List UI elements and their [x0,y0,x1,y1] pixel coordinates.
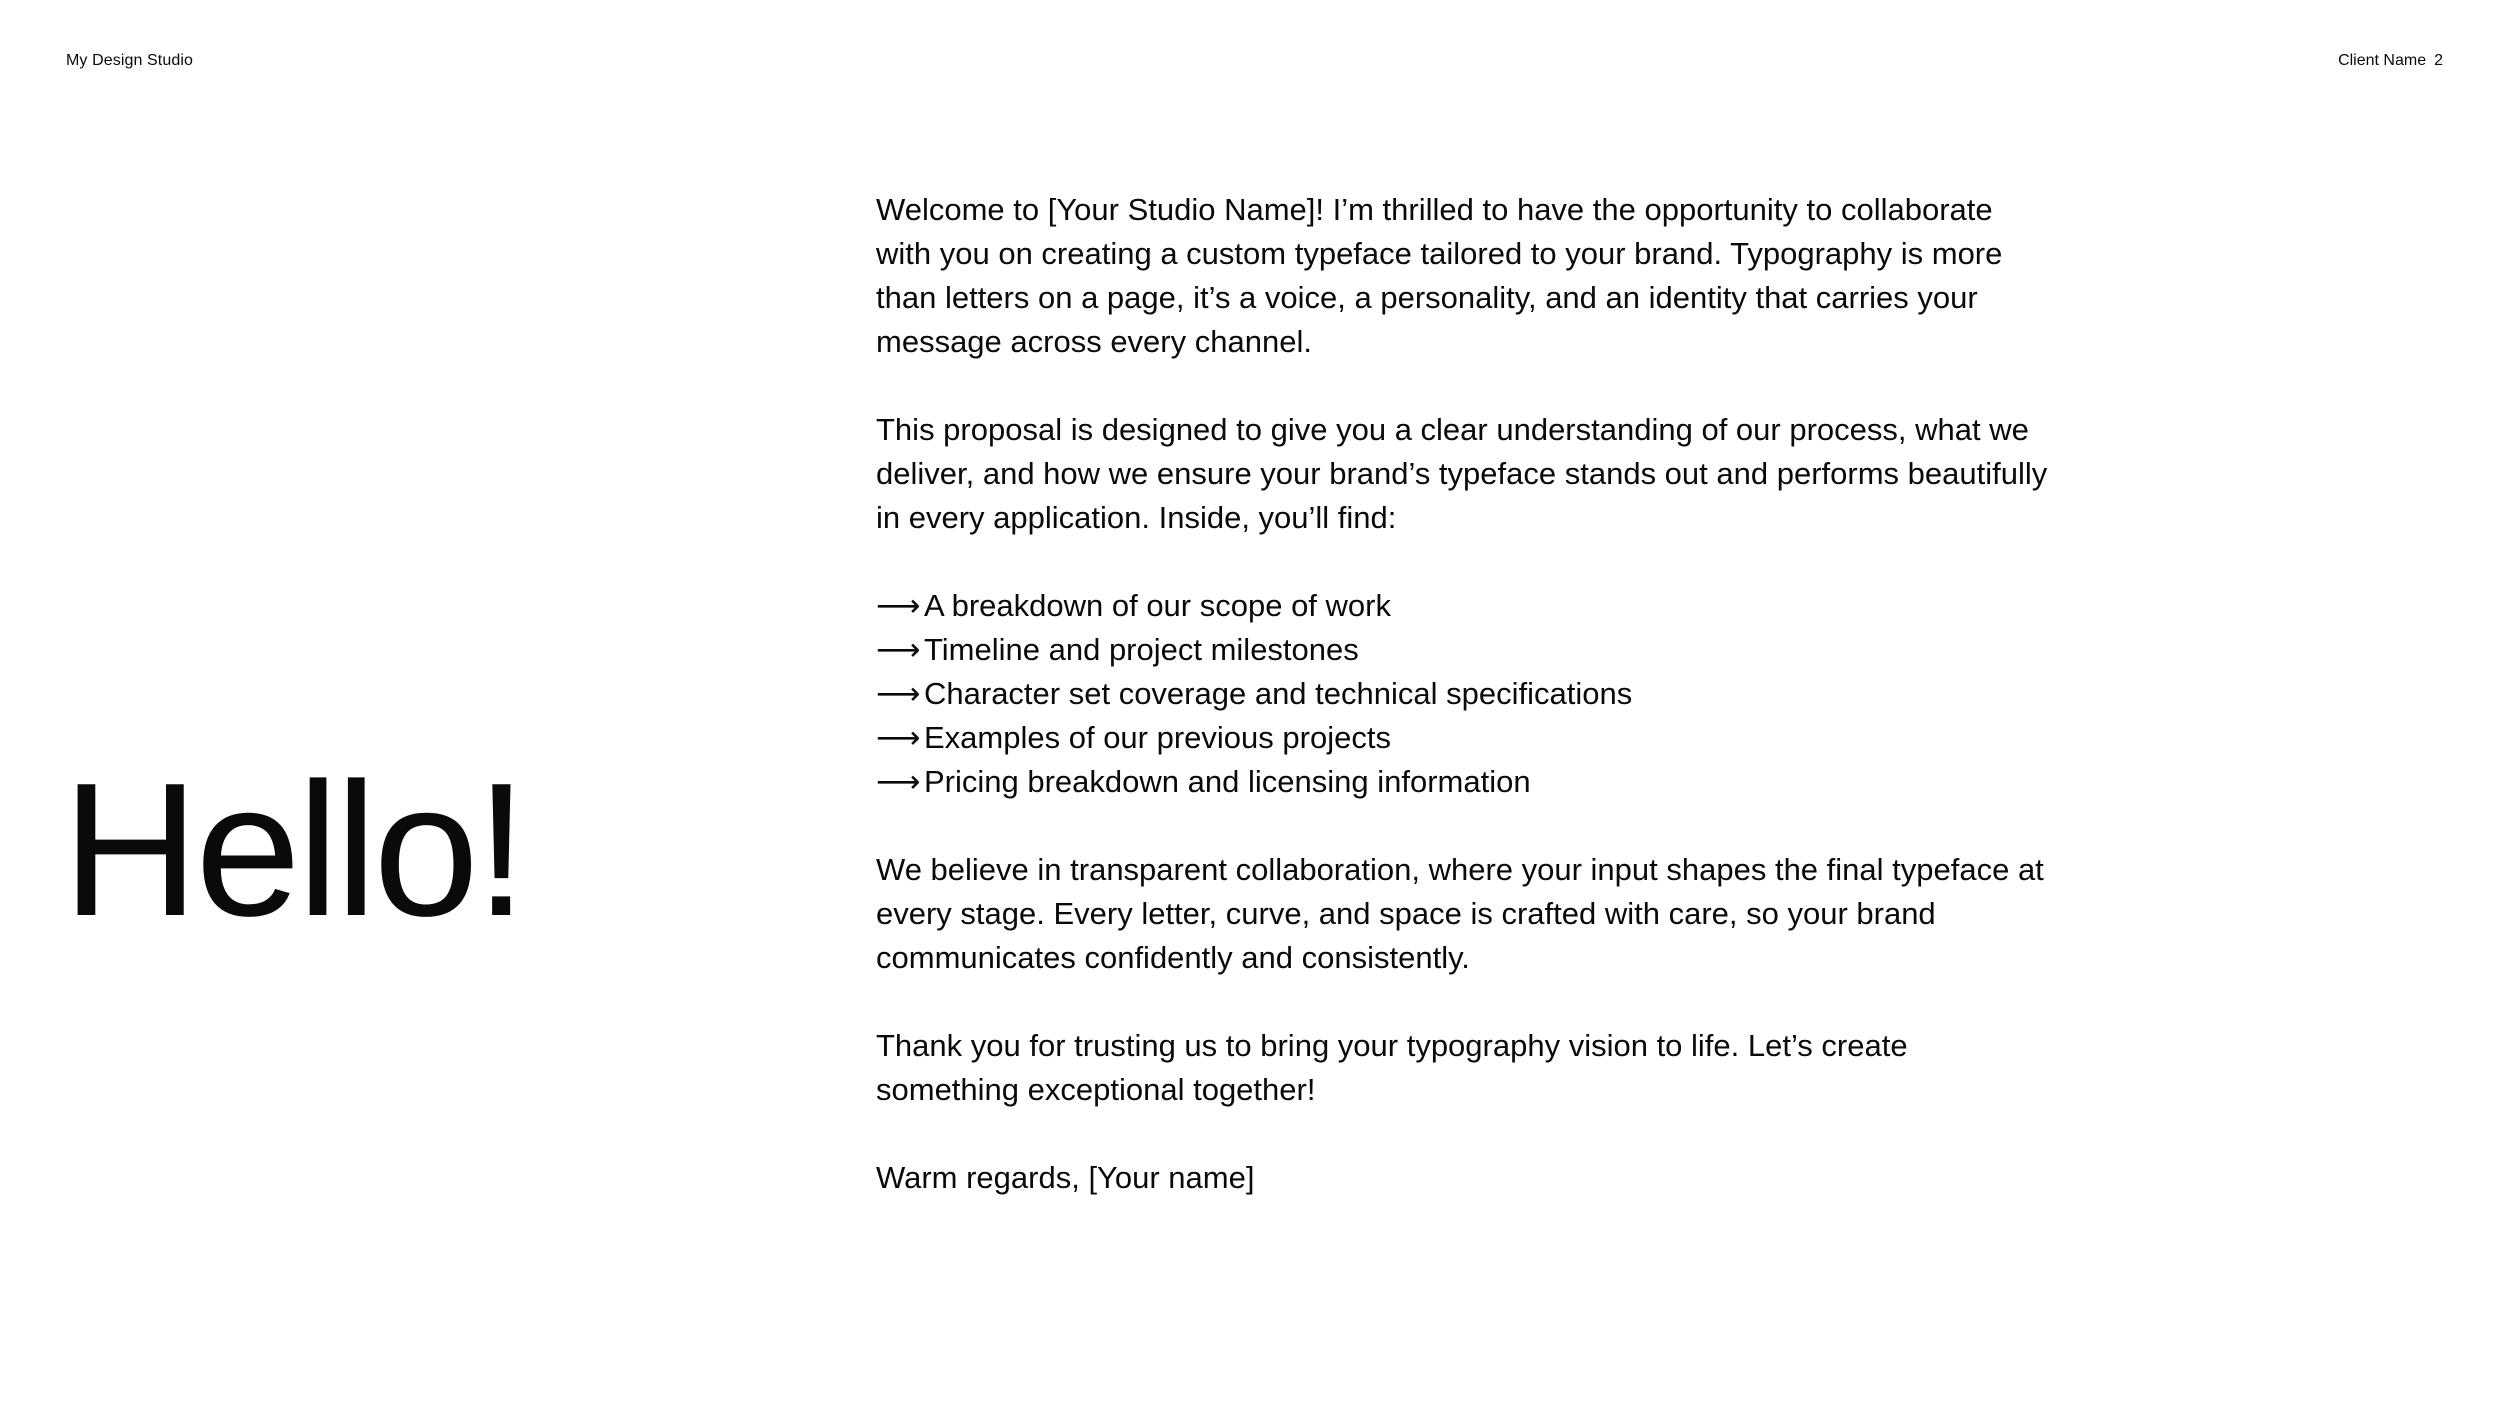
arrow-right-icon: ⟶ [876,720,921,755]
studio-name: My Design Studio [66,52,193,69]
hello-heading: Hello! [62,744,524,956]
arrow-right-icon: ⟶ [876,676,921,711]
list-item [876,628,2056,672]
arrow-right-icon: ⟶ [876,764,921,799]
arrow-right-icon: ⟶ [876,588,921,623]
signoff: Warm regards, [Your name] [876,1160,1255,1195]
contents-list [876,584,2056,804]
letter-body [876,188,2056,1244]
list-item [876,760,2056,804]
client-name: Client Name [2338,52,2427,69]
list-item [876,672,2056,716]
list-item-label: Examples of our previous projects [924,720,1391,755]
list-item-label: Character set coverage and technical specifications [924,676,1633,711]
arrow-right-icon: ⟶ [876,632,921,667]
header-meta [2338,51,2443,71]
list-item-label: Pricing breakdown and licensing information [924,764,1531,799]
collaboration-paragraph: We believe in transparent collaboration, where your input shapes the final typeface at every stage. Every letter, curve, and space is crafted with care, so your brand communicates confidently and consistently. [876,852,2044,975]
intro-paragraph: Welcome to [Your Studio Name]! I’m thrilled to have the opportunity to collaborate with you on creating a custom typeface tailored to your brand. Typography is more than letters on a page, it’s a voice, a personality, and an identity that carries your message across every channel. [876,192,2003,359]
list-item [876,584,2056,628]
list-item-label: Timeline and project milestones [924,632,1359,667]
list-item-label: A breakdown of our scope of work [924,588,1391,623]
thanks-paragraph: Thank you for trusting us to bring your typography vision to life. Let’s create something exceptional together! [876,1028,1908,1107]
page-number: 2 [2434,52,2443,69]
list-item [876,716,2056,760]
proposal-paragraph: This proposal is designed to give you a clear understanding of our process, what we deliver, and how we ensure your brand’s typeface stands out and performs beautifully in every application. Inside, you’ll find: [876,412,2048,535]
